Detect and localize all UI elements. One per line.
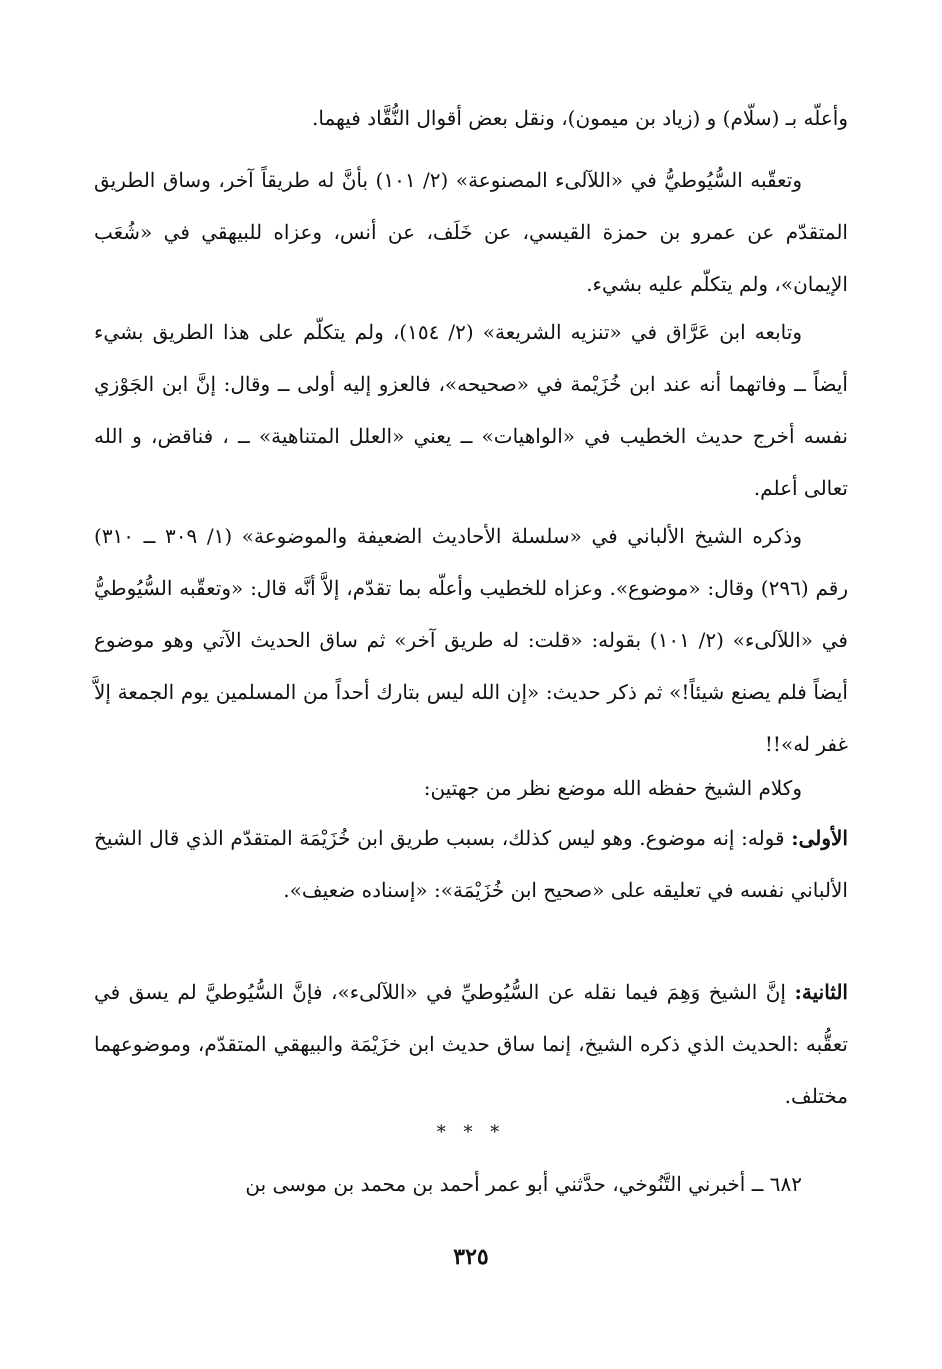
paragraph-4: وذكره الشيخ الألباني في «سلسلة الأحاديث الضعيفة والموضوعة» (١/ ٣٠٩ ــ ٣١٠) رقم (٢٩٦) وقال: «موضوع». وعزاه للخطيب وأعلّه بما تقدّم، إلاَّ أنَّه قال: «وتعقّبه السُّيُوطيُّ في «اللآلىء» (٢/ ١٠١) بقوله: «قلت: له طريق آخر» ثم ساق الحديث الآتي وهو موضوع أيضاً فلم يصنع شيئاً!» ثم ذكر حديث: «إن الله ليس بتارك أحداً من المسلمين يوم الجمعة إلاَّ غفر له»!! xyxy=(94,524,848,756)
paragraph-1: وأعلّه بـ (سلّام) و (زياد بن ميمون)، ونقل بعض أقوال النُّقَّاد فيهما. xyxy=(312,106,848,130)
paragraph-7 xyxy=(94,966,848,1122)
paragraph-6 xyxy=(94,812,848,916)
point-two-text: إنَّ الشيخ وَهِمَ فيما نقله عن السُّيُوطيِّ في «اللآلىء»، فإنَّ السُّيُوطيَّ لم يسق في تعقُّبه :الحديث الذي ذكره الشيخ، إنما ساق حديث ابن خزَيْمَة والبيهقي المتقدّم، وموضوعهما مختلف. xyxy=(94,980,848,1108)
point-one-label: الأولى: xyxy=(791,826,848,850)
paragraph-2: وتعقّبه السُّيُوطيُّ في «اللآلىء المصنوعة» (٢/ ١٠١) بأنَّ له طريقاً آخر، وساق الطريق المتقدّم عن عمرو بن حمزة القيسي، عن خَلَف، عن أنس، وعزاه للبيهقي في «شُعَب الإيمان»، ولم يتكلّم عليه بشيء. xyxy=(94,168,848,296)
point-two-label: الثانية: xyxy=(794,980,848,1004)
page-number: ٣٢٥ xyxy=(453,1244,489,1270)
section-separator: * * * xyxy=(436,1122,506,1143)
paragraph-8: ٦٨٢ ــ أخبرني التَّنُوخي، حدَّثني أبو عمر أحمد بن محمد بن موسى بن xyxy=(245,1172,802,1196)
point-one-text: قوله: إنه موضوع. وهو ليس كذلك، بسبب طريق ابن خُزَيْمَة المتقدّم الذي قال الشيخ الألباني نفسه في تعليقه على «صحيح ابن خُزَيْمَة»: «إسناده ضعيف». xyxy=(94,826,848,902)
paragraph-5: وكلام الشيخ حفظه الله موضع نظر من جهتين: xyxy=(423,776,802,800)
paragraph-3: وتابعه ابن عَرَّاق في «تنزيه الشريعة» (٢/ ١٥٤)، ولم يتكلّم على هذا الطريق بشيء أيضاً ــ وفاتهما أنه عند ابن خُزَيْمة في «صحيحه»، فالعزو إليه أولى ــ وقال: إنَّ ابن الجَوْزي نفسه أخرج حديث الخطيب في «الواهيات» ــ يعني «العلل المتناهية» ــ ، فناقض، و الله تعالى أعلم. xyxy=(94,320,848,500)
